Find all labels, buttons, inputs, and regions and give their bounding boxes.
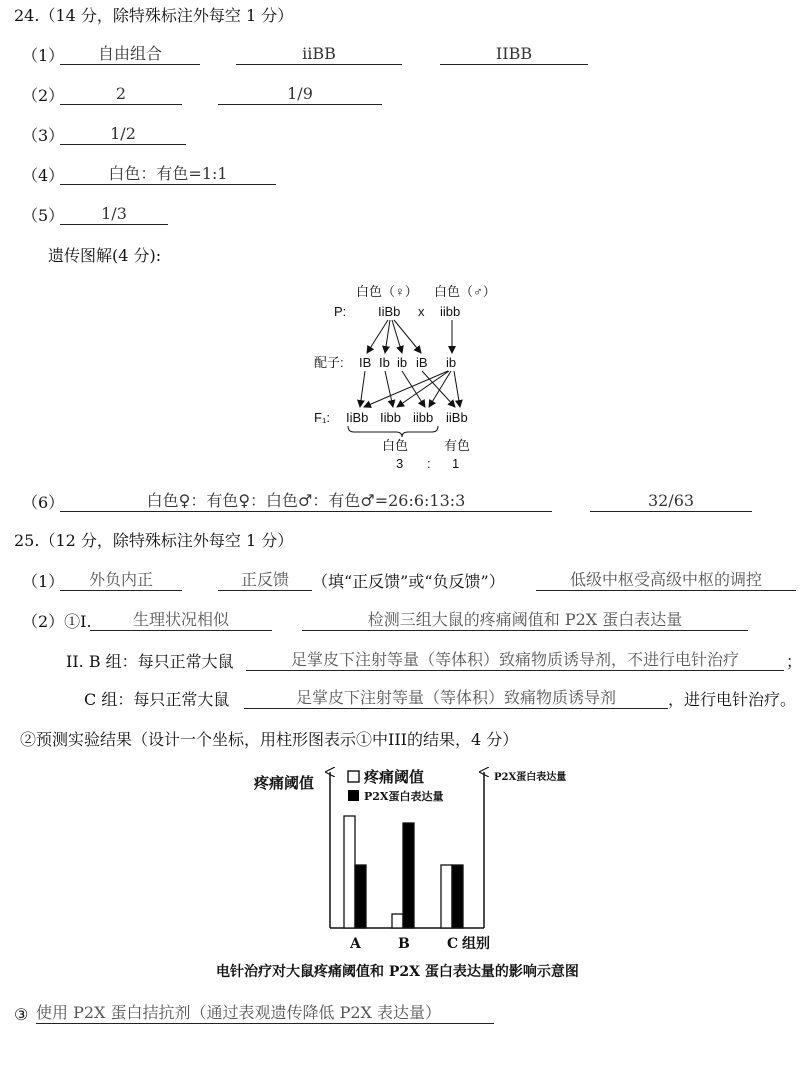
q24-header: 24.（14 分，除特殊标注外每空 1 分）: [14, 6, 294, 25]
bar-B-threshold: [392, 914, 403, 928]
bar-C-p2x: [452, 865, 463, 928]
q25-group-c-end: ，进行电针治疗。: [668, 690, 797, 709]
q24-p6-answer-1: 白色♀：有色♀：白色♂：有色♂=26:6:13:3: [60, 491, 552, 512]
y-axis-right-label: P2X蛋白表达量: [494, 772, 567, 783]
cross-symbol: x: [418, 304, 425, 319]
legend-swatch-threshold: [348, 771, 359, 782]
offspring-IiBb: IiBb: [346, 410, 369, 425]
legend-label-p2x: P2X蛋白表达量: [364, 790, 444, 803]
bar-A-p2x: [355, 865, 366, 928]
q24-p4-label: （4）: [22, 166, 65, 185]
q24-p5-answer-1: 1/3: [60, 204, 168, 225]
legend-swatch-p2x: [348, 790, 359, 801]
q25-p3-label: ③: [14, 1005, 29, 1024]
q25-p1-hint: （填“正反馈”或“负反馈”）: [312, 572, 505, 591]
gamete-IB: IB: [359, 355, 372, 370]
q25-p2-answer-2: 检测三组大鼠的疼痛阈值和 P2X 蛋白表达量: [302, 610, 748, 631]
x-tick-B: B: [398, 936, 410, 952]
x-tick-A: A: [350, 936, 361, 952]
white-phenotype-label: 白色: [382, 438, 409, 453]
bar-chart: [200, 758, 600, 990]
q24-p1-answer-1: 自由组合: [60, 44, 200, 65]
offspring-iibb: iibb: [413, 410, 434, 425]
x-tick-labels: [349, 936, 458, 952]
f1-label: F₁:: [314, 410, 330, 425]
q25-group-b-end: ；: [786, 652, 803, 671]
legend-label-threshold: 疼痛阈值: [364, 768, 425, 786]
q24-p5-label: （5）: [22, 206, 65, 225]
bar-A-threshold: [344, 816, 355, 928]
q25-p1-answer-1: 外负内正: [60, 570, 182, 591]
genetic-cross-diagram: [300, 280, 530, 480]
q24-p2-answer-2: 1/9: [218, 84, 382, 105]
ratio-colon: :: [427, 456, 431, 471]
genetic-diagram-title: 遗传图解(4 分):: [48, 246, 162, 265]
parent-male-genotype: iibb: [440, 304, 461, 319]
gamete-Ib: Ib: [379, 355, 390, 370]
ratio-white: 3: [396, 456, 404, 471]
q25-p2-answer-1: 生理状况相似: [90, 610, 272, 631]
x-tick-C: C: [447, 936, 459, 952]
parent-male-phenotype: 白色（♂）: [434, 284, 496, 299]
p-generation-label: P:: [334, 304, 347, 319]
q25-p2-label: （2）①I.: [22, 612, 92, 631]
q24-p2-label: （2）: [22, 86, 65, 105]
q25-predict-results: ②预测实验结果（设计一个坐标，用柱形图表示①中III的结果，4 分）: [20, 730, 519, 749]
ratio-colored: 1: [452, 456, 460, 471]
q25-header: 25.（12 分，除特殊标注外每空 1 分）: [14, 531, 294, 550]
q25-group-b-label: II. B 组：每只正常大鼠: [66, 652, 234, 671]
q25-p1-answer-3: 低级中枢受高级中枢的调控: [536, 570, 796, 591]
q24-p3-label: （3）: [22, 126, 65, 145]
q24-p1-answer-2: iiBB: [236, 44, 402, 65]
x-axis-label: 组别: [462, 936, 490, 952]
bar-series: [344, 816, 463, 928]
q24-p6-answer-2: 32/63: [590, 491, 752, 512]
parent-female-genotype: IiBb: [378, 304, 401, 319]
bar-C-threshold: [441, 865, 452, 928]
q24-p1-label: （1）: [22, 46, 65, 65]
bar-B-p2x: [403, 823, 414, 928]
q24-p1-answer-3: IIBB: [440, 44, 588, 65]
gamete-iB: iB: [416, 355, 428, 370]
q25-group-b-answer: 足掌皮下注射等量（等体积）致痛物质诱导剂，不进行电针治疗: [246, 650, 784, 671]
q24-p4-answer-1: 白色：有色=1:1: [60, 164, 276, 185]
gamete-label: 配子:: [314, 355, 344, 370]
q25-p1-answer-2: 正反馈: [218, 570, 312, 591]
offspring-iiBb: iiBb: [446, 410, 468, 425]
q24-p2-answer-1: 2: [60, 84, 182, 105]
offspring-Iibb: Iibb: [380, 410, 401, 425]
q24-p3-answer-1: 1/2: [60, 124, 186, 145]
gamete-ib: ib: [397, 355, 408, 370]
q25-p3-answer: 使用 P2X 蛋白拮抗剂（通过表观遗传降低 P2X 表达量）: [36, 1003, 494, 1024]
parent-female-phenotype: 白色（♀）: [356, 284, 418, 299]
gamete-male-ib: ib: [446, 355, 457, 370]
q25-group-c-label: C 组：每只正常大鼠: [84, 690, 230, 709]
colored-phenotype-label: 有色: [444, 438, 471, 453]
chart-title: 电针治疗对大鼠疼痛阈值和 P2X 蛋白表达量的影响示意图: [216, 964, 579, 980]
q25-p1-label: （1）: [22, 572, 65, 591]
q24-p6-label: （6）: [22, 493, 65, 512]
y-axis-left-label: 疼痛阈值: [254, 774, 315, 792]
q25-group-c-answer: 足掌皮下注射等量（等体积）致痛物质诱导剂: [244, 688, 668, 709]
